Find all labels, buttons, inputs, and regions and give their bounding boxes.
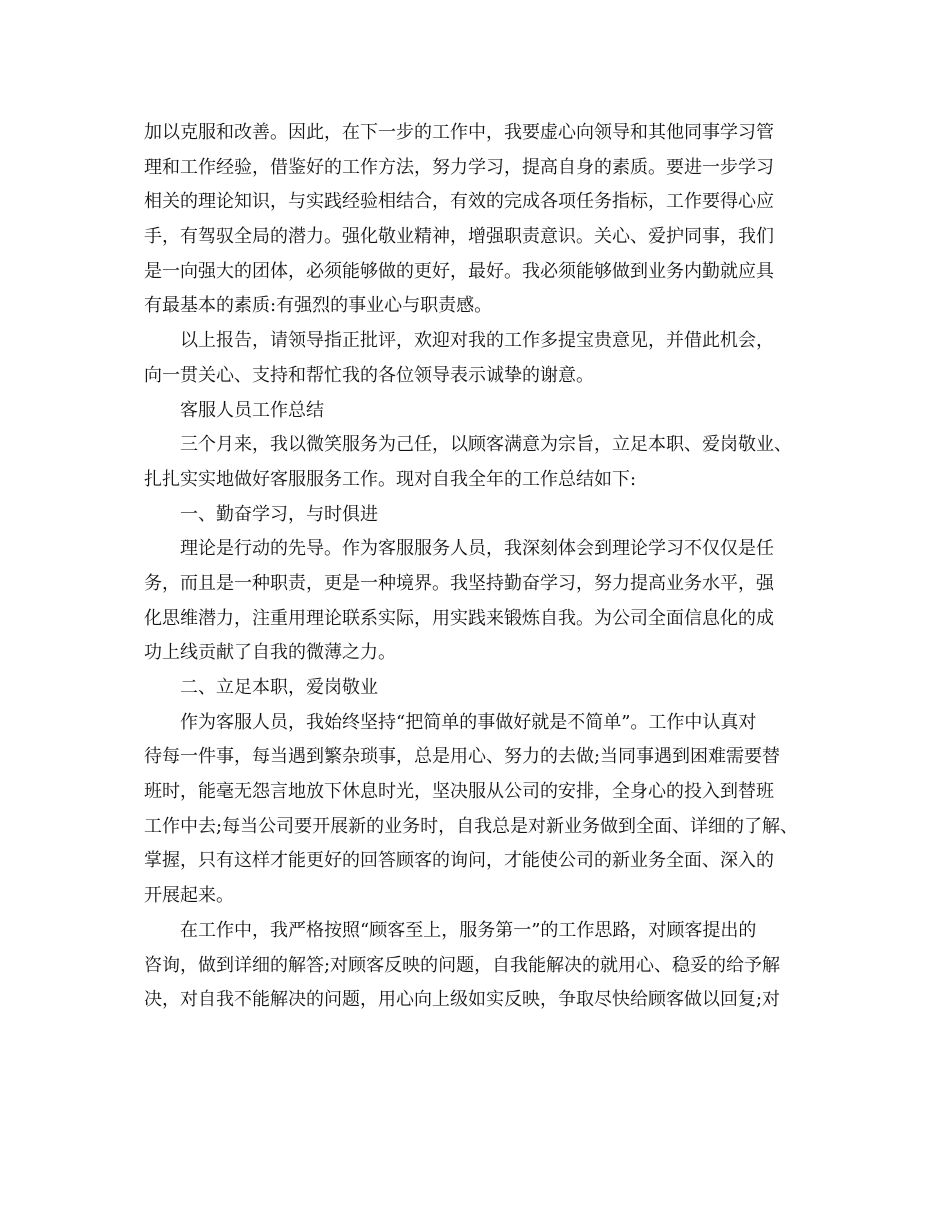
text-line: 加以克服和改善。因此，在下一步的工作中，我要虚心向领导和其他同事学习管 <box>144 122 774 143</box>
text-line: 化思维潜力，注重用理论联系实际，用实践来锻炼自我。为公司全面信息化的成 <box>144 607 774 629</box>
text-line: 客服人员工作总结 <box>180 399 324 421</box>
text-line: 相关的理论知识，与实践经验相结合，有效的完成各项任务指标，工作要得心应 <box>144 191 774 213</box>
text-line: 开展起来。 <box>144 885 234 907</box>
text-line: 待每一件事，每当遇到繁杂琐事，总是用心、努力的去做;当同事遇到困难需要替 <box>144 746 781 768</box>
text-line: 扎扎实实地做好客服服务工作。现对自我全年的工作总结如下: <box>144 468 637 490</box>
text-line: 向一贯关心、支持和帮忙我的各位领导表示诚挚的谢意。 <box>144 364 594 386</box>
text-line: 是一向强大的团体，必须能够做的更好，最好。我必须能够做到业务内勤就应具 <box>144 260 774 282</box>
document-body <box>144 116 824 1018</box>
text-line: 班时，能毫无怨言地放下休息时光，坚决服从公司的安排，全身心的投入到替班 <box>144 781 774 803</box>
text-line: 手，有驾驭全局的潜力。强化敬业精神，增强职责意识。关心、爱护同事，我们 <box>144 226 774 248</box>
text-line: 以上报告，请领导指正批评，欢迎对我的工作多提宝贵意见，并借此机会， <box>180 330 774 352</box>
text-line: 务，而且是一种职责，更是一种境界。我坚持勤奋学习，努力提高业务水平，强 <box>144 572 774 594</box>
text-line: 二、立足本职，爱岗敬业 <box>180 677 378 698</box>
text-line: 咨询，做到详细的解答;对顾客反映的问题，自我能解决的就用心、稳妥的给予解 <box>144 954 781 976</box>
text-line: 在工作中，我严格按照“顾客至上，服务第一”的工作思路，对顾客提出的 <box>180 919 757 941</box>
text-line: 掌握，只有这样才能更好的回答顾客的询问，才能使公司的新业务全面、深入的 <box>144 850 774 872</box>
text-line: 决，对自我不能解决的问题，用心向上级如实反映，争取尽快给顾客做以回复;对 <box>144 989 781 1011</box>
text-line: 作为客服人员，我始终坚持“把简单的事做好就是不简单”。工作中认真对 <box>180 711 757 733</box>
text-line: 一、勤奋学习，与时俱进 <box>180 503 378 525</box>
text-line: 功上线贡献了自我的微薄之力。 <box>144 642 396 664</box>
text-line: 有最基本的素质:有强烈的事业心与职责感。 <box>144 295 493 317</box>
text-line: 工作中去;每当公司要开展新的业务时，自我总是对新业务做到全面、详细的了解、 <box>144 815 799 837</box>
text-line: 理论是行动的先导。作为客服服务人员，我深刻体会到理论学习不仅仅是任 <box>180 538 774 560</box>
text-line: 三个月来，我以微笑服务为己任，以顾客满意为宗旨，立足本职、爱岗敬业、 <box>180 434 792 456</box>
text-line: 理和工作经验，借鉴好的工作方法，努力学习，提高自身的素质。要进一步学习 <box>144 156 774 178</box>
